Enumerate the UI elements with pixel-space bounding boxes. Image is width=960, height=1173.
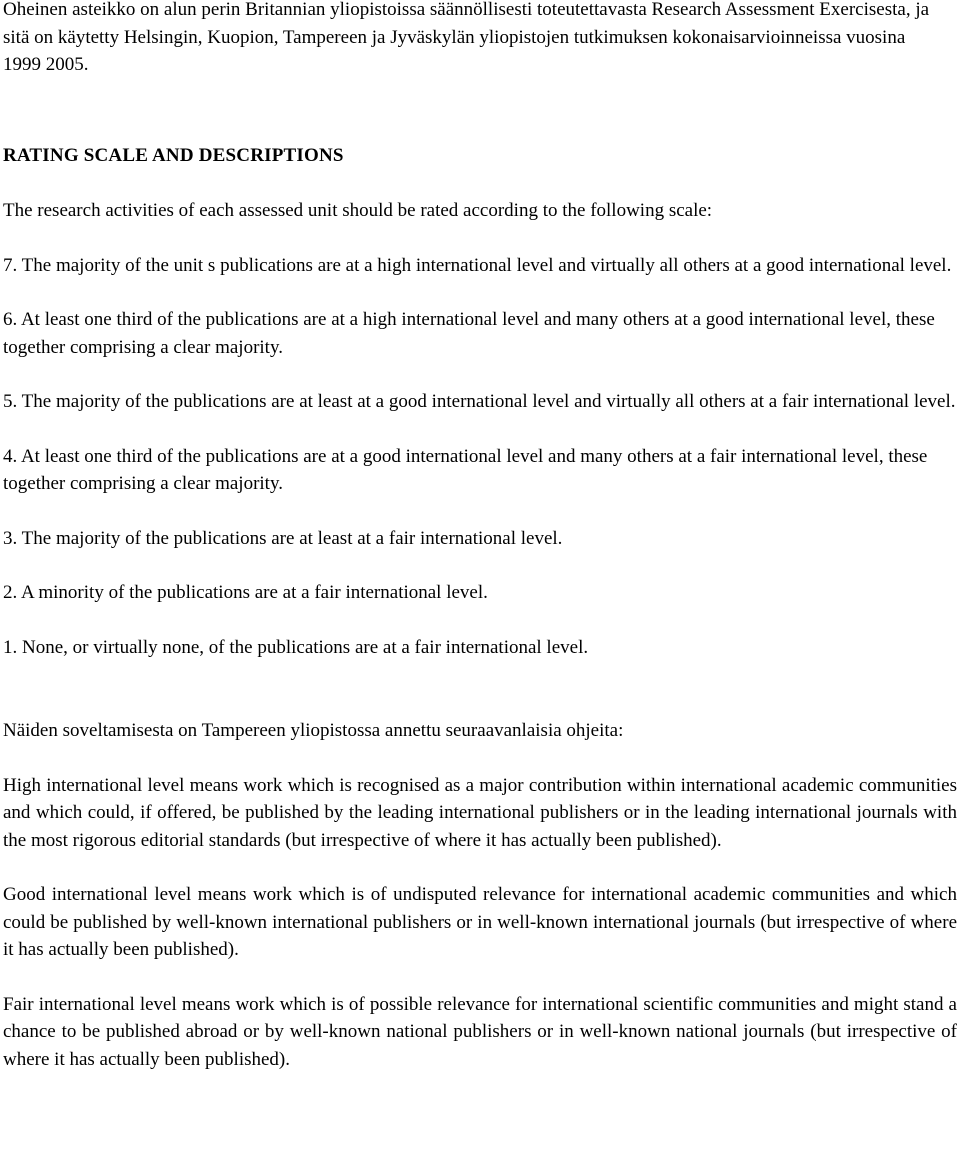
rating-description: The majority of the publications are at least at a good international level and virtually all others at a fair international level.	[21, 391, 956, 412]
rating-number: 6.	[3, 309, 18, 330]
rating-number: 4.	[3, 445, 18, 467]
rating-description: The majority of the publications are at least at a fair international level.	[21, 527, 563, 549]
intro-paragraph: Oheinen asteikko on alun perin Britannian yliopistoissa säännöllisesti toteutettavasta Research Assessment Exercisesta, ja sitä on käytetty Helsingin, Kuopion, Tampereen ja Jyväskylän yliopistojen tutkimuksen kokonaisarvioinneissa vuosina 1999 2005.	[3, 0, 930, 75]
rating-item-2	[3, 579, 957, 607]
definition-fair-international: Fair international level means work which is of possible relevance for international scientific communities and might stand a chance to be published abroad or by well-known national publishers or in well-known national journals (but irrespective of where it has actually been published).	[3, 993, 957, 1070]
rating-number: 1.	[3, 636, 18, 658]
definition-good-international: Good international level means work which is of undisputed relevance for international academic communities and which could be published by well-known international publishers or in well-known international journals (but irrespective of where it has actually been published).	[3, 884, 957, 960]
rating-description: The majority of the unit s publications are at a high international level and virtually all others at a good international level.	[21, 254, 952, 276]
rating-item-1	[3, 634, 957, 662]
rating-item-6	[3, 306, 957, 361]
rating-number: 2.	[3, 582, 18, 603]
rating-description: At least one third of the publications are at a good international level and many others at a fair international level, these together comprising a clear majority.	[3, 445, 928, 494]
document-page	[3, 0, 957, 1073]
rating-description: At least one third of the publications are at a high international level and many others at a good international level, these together comprising a clear majority.	[3, 309, 935, 358]
scale-intro-paragraph: The research activities of each assessed unit should be rated according to the following scale:	[3, 200, 713, 221]
rating-number: 5.	[3, 391, 18, 412]
rating-item-4	[3, 443, 957, 498]
rating-number: 3.	[3, 527, 18, 549]
rating-item-7	[3, 252, 957, 280]
rating-item-3	[3, 525, 957, 553]
rating-description: A minority of the publications are at a fair international level.	[20, 582, 488, 603]
rating-number: 7.	[3, 254, 18, 276]
rating-scale-list	[3, 252, 957, 662]
section-heading: RATING SCALE AND DESCRIPTIONS	[3, 144, 344, 166]
definition-high-international: High international level means work which is recognised as a major contribution within international academic communities and which could, if offered, be published by the leading international publishers or in the leading international journals with the most rigorous editorial standards (but irrespective of where it has actually been published).	[3, 774, 957, 851]
level-definitions	[3, 772, 957, 1074]
rating-item-5	[3, 388, 957, 416]
instructions-paragraph: Näiden soveltamisesta on Tampereen yliopistossa annettu seuraavanlaisia ohjeita:	[3, 720, 624, 741]
rating-description: None, or virtually none, of the publications are at a fair international level.	[22, 636, 589, 658]
